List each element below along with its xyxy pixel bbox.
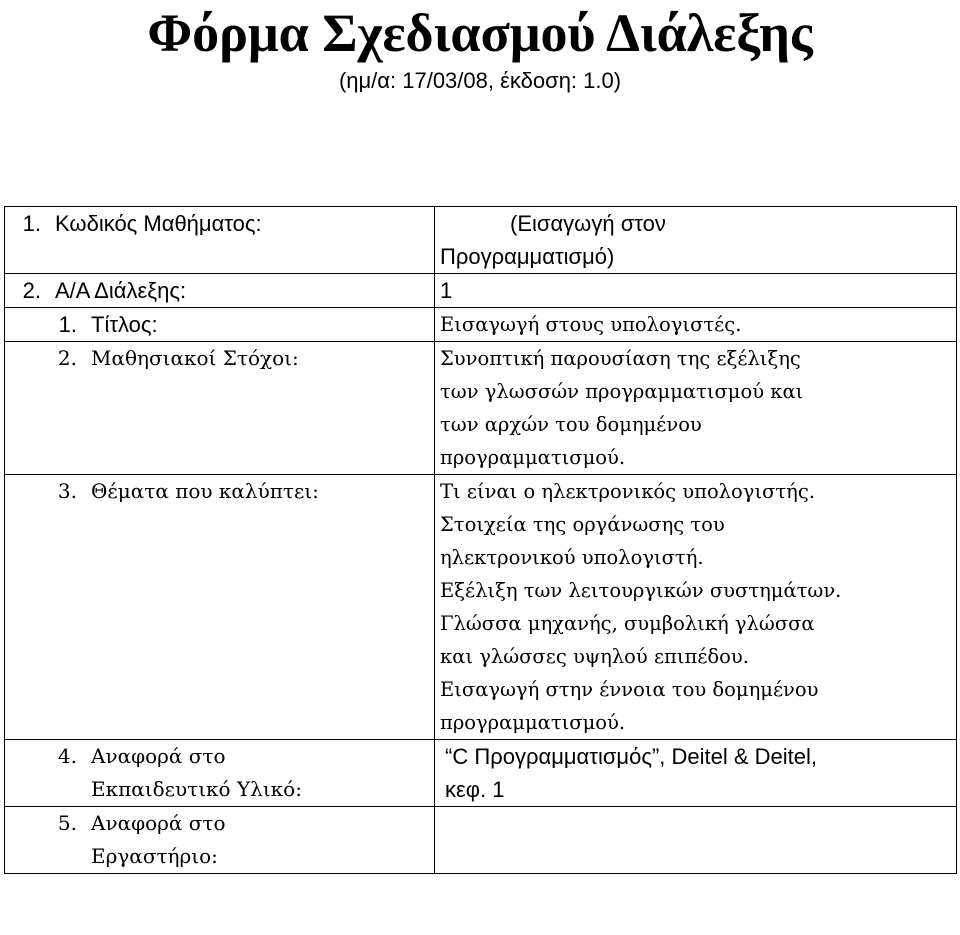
table-row [5,274,957,308]
label-cell [5,807,435,874]
learning-objectives-line: των αρχών του δομημένου [440,413,702,436]
row-number: 3. [57,479,77,503]
table-row [5,475,957,740]
title-label: Τίτλος: [91,312,158,337]
learning-objectives-line: Συνοπτική παρουσίαση της εξέλιξης [440,347,801,370]
label-cell [5,308,435,342]
topics-line: Στοιχεία της οργάνωσης του [440,513,725,536]
course-code-label: Κωδικός Μαθήματος: [55,211,262,236]
label-cell [5,274,435,308]
lab-reference-label: Εργαστήριο: [91,844,218,868]
row-number: 1. [22,211,41,236]
topics-line: Εισαγωγή στην έννοια του δομημένου [440,678,819,701]
title-value: Εισαγωγή στους υπολογιστές. [440,313,742,336]
value-cell [435,207,957,274]
lab-reference-label: Αναφορά στο [91,811,226,835]
topics-line: προγραμματισμού. [440,711,626,734]
value-cell [435,274,957,308]
lecture-number-value: 1 [440,278,453,303]
value-cell [435,475,957,740]
row-number: 1. [58,312,77,337]
label-cell [5,207,435,274]
value-cell [435,342,957,475]
learning-objectives-line: προγραμματισμού. [440,446,626,469]
value-cell [435,807,957,874]
topics-covered-label: Θέματα που καλύπτει: [91,479,319,503]
lecture-form-table [4,206,957,874]
educational-material-label: Αναφορά στο [91,744,226,768]
lecture-number-label: Α/Α Διάλεξης: [55,278,187,303]
version-subtitle: (ημ/α: 17/03/08, έκδοση: 1.0) [338,68,622,93]
label-cell [5,342,435,475]
learning-objectives-line: των γλωσσών προγραμματισμού και [440,380,804,403]
educational-material-value-line: “C Προγραμματισμός”, Deitel & Deitel, [445,744,817,769]
table-row [5,207,957,274]
label-cell [5,740,435,807]
course-code-value-line: Προγραμματισμό) [440,244,615,269]
value-cell [435,740,957,807]
course-code-value-line: (Εισαγωγή στον [510,211,666,236]
label-cell [5,475,435,740]
topics-line: Γλώσσα μηχανής, συμβολική γλώσσα [440,612,815,635]
page-title: Φόρμα Σχεδιασμού Διάλεξης [147,3,813,63]
topics-line: Εξέλιξη των λειτουργικών συστημάτων. [440,579,842,602]
topics-line: Τι είναι ο ηλεκτρονικός υπολογιστής. [440,480,815,503]
learning-objectives-label: Μαθησιακοί Στόχοι: [91,346,299,370]
value-cell [435,308,957,342]
table-row [5,807,957,874]
table-row [5,740,957,807]
table-row [5,342,957,475]
row-number: 2. [22,278,41,303]
topics-line: ηλεκτρονικού υπολογιστή. [440,546,704,569]
educational-material-label: Εκπαιδευτικό Υλικό: [91,777,302,801]
topics-line: και γλώσσες υψηλού επιπέδου. [440,645,749,668]
row-number: 5. [57,811,77,835]
row-number: 2. [57,346,77,370]
row-number: 4. [57,744,77,768]
table-row [5,308,957,342]
educational-material-value-line: κεφ. 1 [445,777,505,802]
